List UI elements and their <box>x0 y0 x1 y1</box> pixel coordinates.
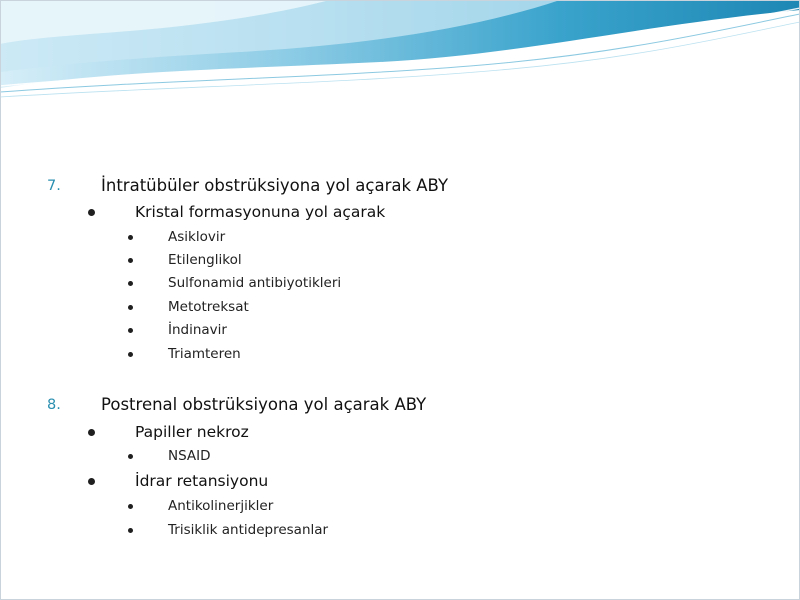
sub-item-label: Kristal formasyonuna yol açarak <box>135 203 386 221</box>
sub-item <box>0 421 800 443</box>
bullet-icon <box>88 478 95 485</box>
bullet-icon <box>128 328 133 333</box>
bullet-icon <box>128 305 133 310</box>
list-item-label: Etilenglikol <box>168 252 242 268</box>
sub-item-label: İdrar retansiyonu <box>135 472 269 490</box>
list-item-label: Sulfonamid antibiyotikleri <box>168 275 342 291</box>
list-item-label: Asiklovir <box>168 229 226 245</box>
list-item <box>0 250 800 270</box>
list-item <box>0 273 800 293</box>
list-item-label: Trisiklik antidepresanlar <box>168 522 329 538</box>
bullet-icon <box>128 528 133 533</box>
item-heading: Postrenal obstrüksiyona yol açarak ABY <box>101 395 427 414</box>
list-item <box>0 496 800 516</box>
item-number: 8. <box>47 397 61 413</box>
bullet-icon <box>88 209 95 216</box>
list-item-label: İndinavir <box>168 322 227 338</box>
bullet-icon <box>128 352 133 357</box>
list-item-label: Antikolinerjikler <box>168 498 274 514</box>
list-item <box>0 227 800 247</box>
list-item-label: NSAID <box>168 448 211 464</box>
sub-item-label: Papiller nekroz <box>135 423 249 441</box>
item-heading: İntratübüler obstrüksiyona yol açarak ABY <box>101 176 449 195</box>
bullet-icon <box>88 429 95 436</box>
list-item <box>0 320 800 340</box>
numbered-item-7 <box>0 174 800 198</box>
bullet-icon <box>128 235 133 240</box>
list-item <box>0 344 800 364</box>
bullet-icon <box>128 281 133 286</box>
bullet-icon <box>128 504 133 509</box>
list-item-label: Triamteren <box>168 346 241 362</box>
sub-item <box>0 201 800 223</box>
list-item <box>0 520 800 540</box>
list-item <box>0 297 800 317</box>
list-item-label: Metotreksat <box>168 299 249 315</box>
numbered-item-8 <box>0 393 800 417</box>
bullet-icon <box>128 454 133 459</box>
list-item <box>0 446 800 466</box>
item-number: 7. <box>47 178 61 194</box>
sub-item <box>0 470 800 492</box>
bullet-icon <box>128 258 133 263</box>
